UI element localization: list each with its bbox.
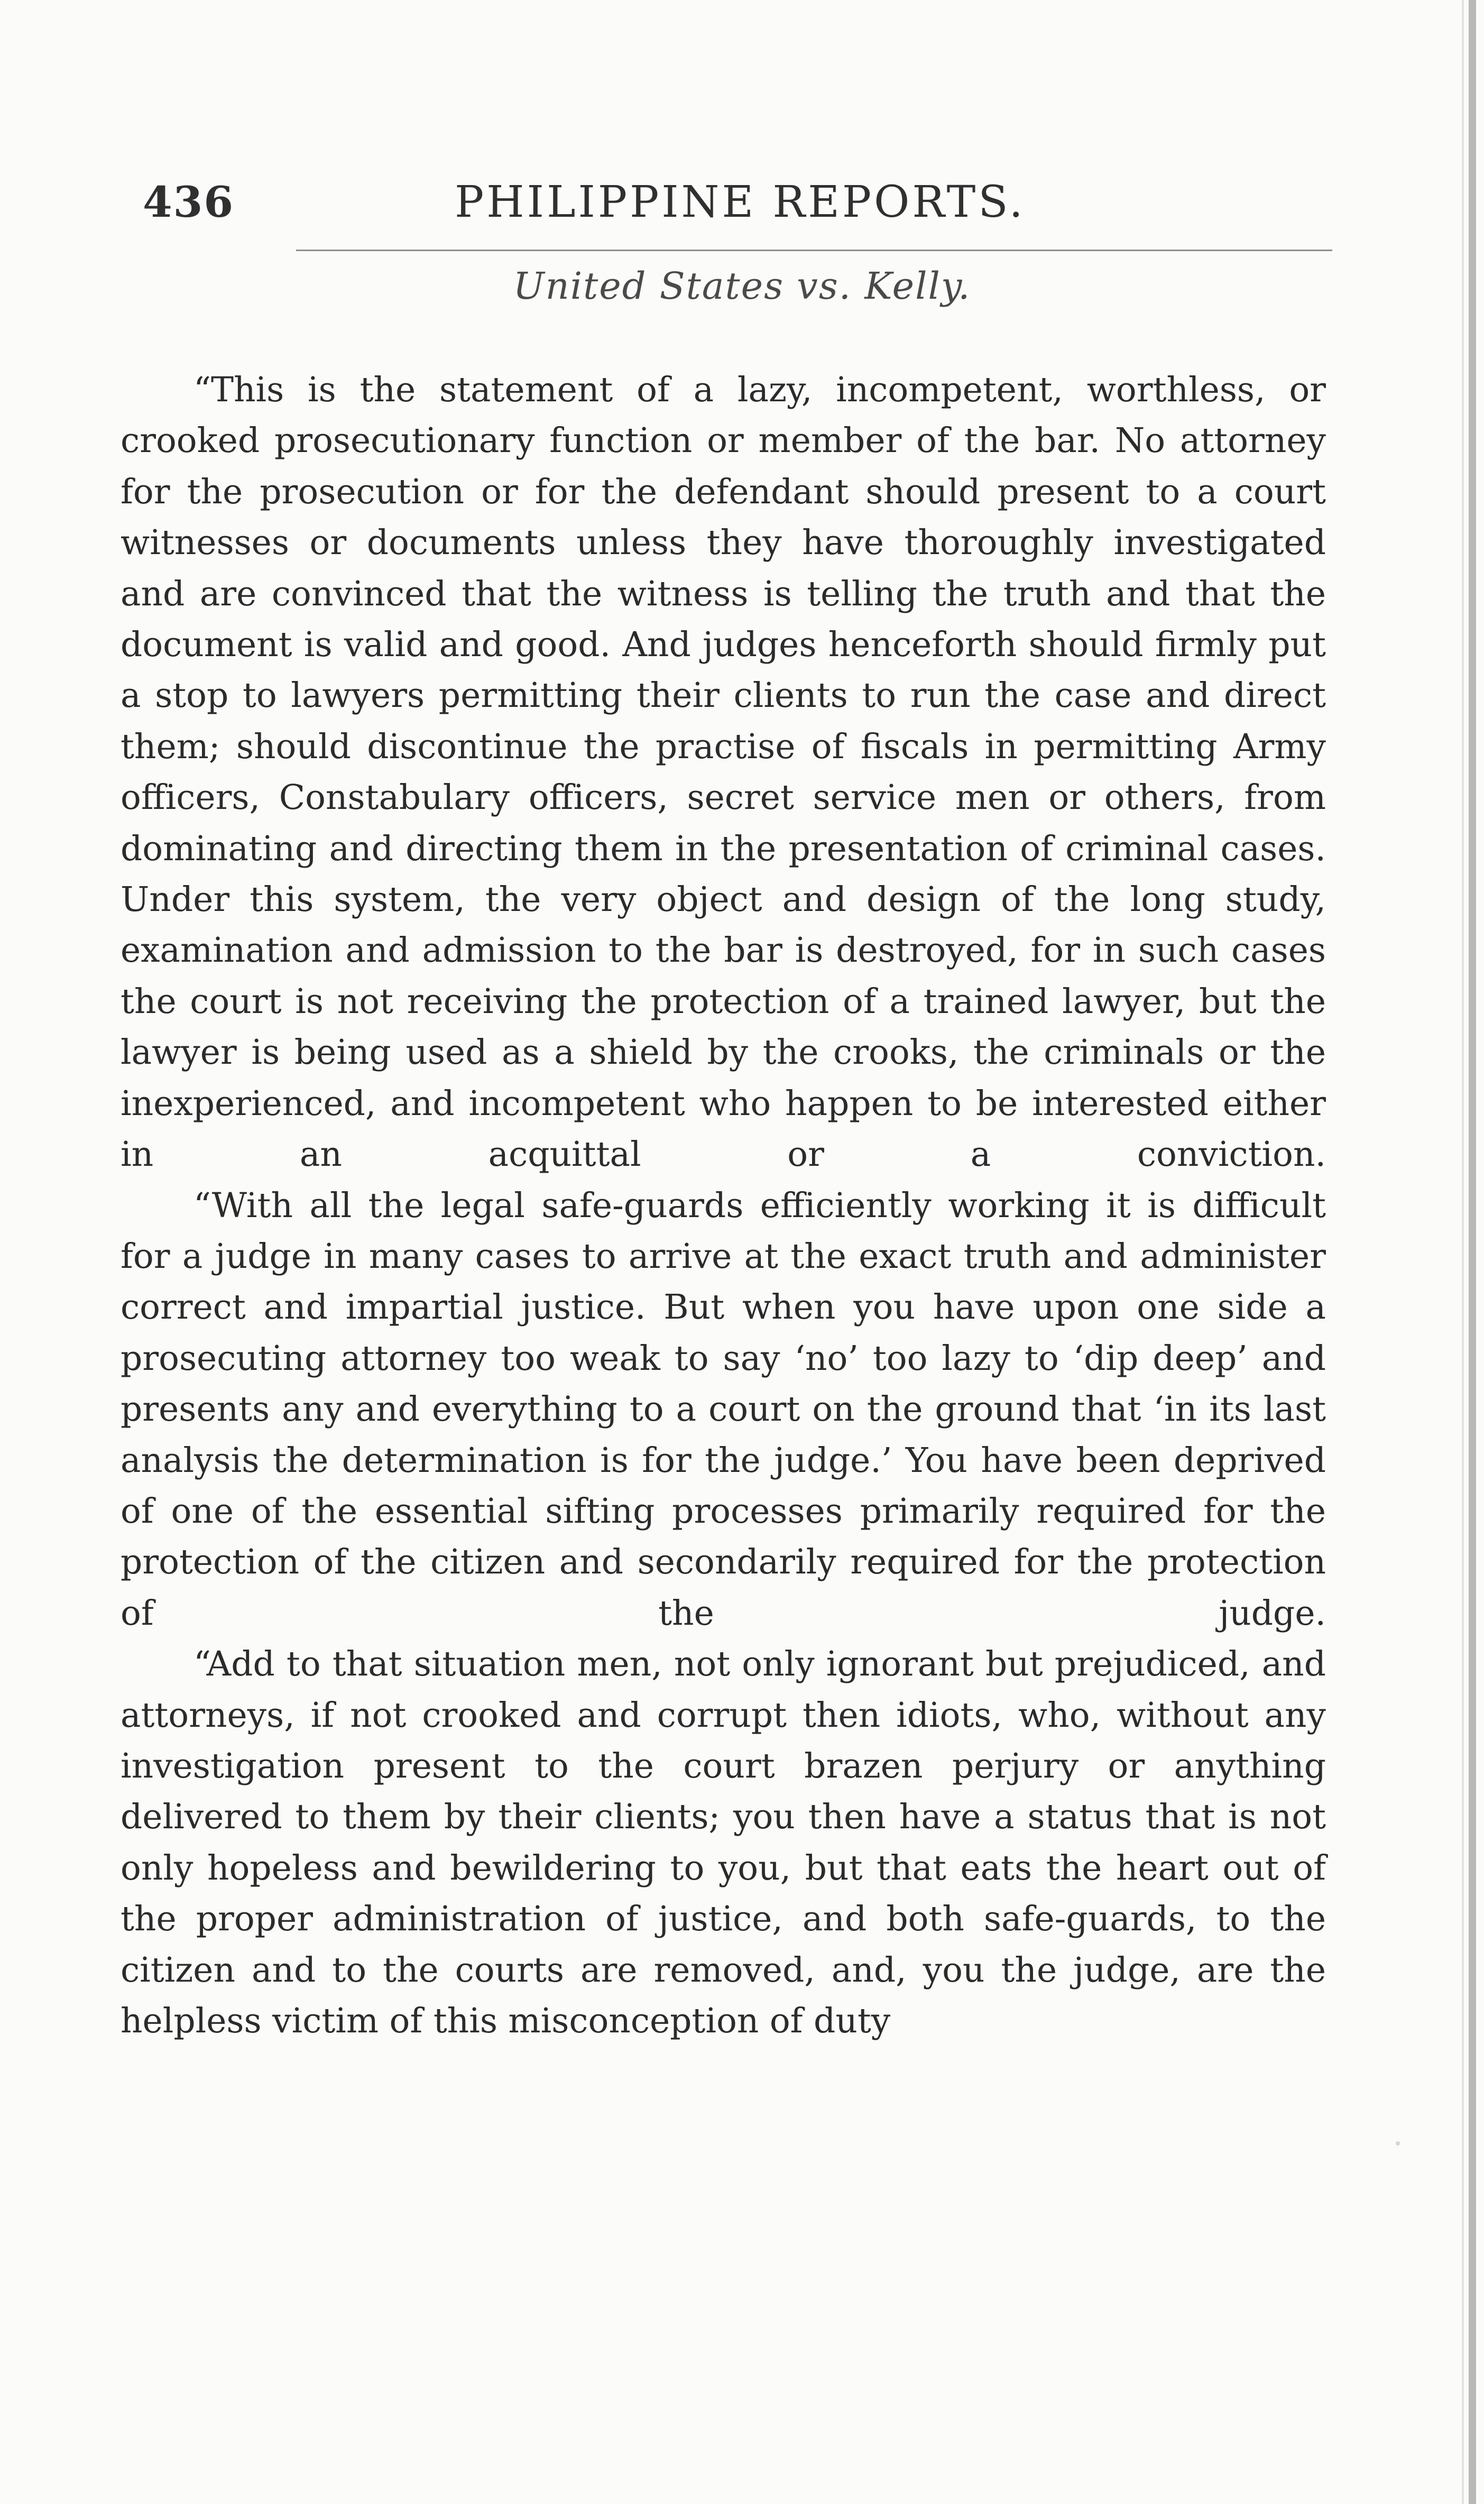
running-head: PHILIPPINE REPORTS. xyxy=(455,177,1026,227)
case-title: United States vs. Kelly. xyxy=(513,264,971,308)
paragraph-3: “Add to that situation men, not only ignorant but prejudiced, and attorneys, if not crooked and corrupt then idiots, who, without any investigation present to the court brazen perjury or anything delivered to them by their clients; you then have a status that is not only hopeless and bewildering to you, but that eats the heart out of the proper administration of justice, and both safe-guards, to the citizen and to the courts are removed, and, you the judge, are the helpless victim of this misconception of duty xyxy=(121,1644,1326,2041)
paragraph-1: “This is the statement of a lazy, incompetent, worthless, or crooked prosecutionary function or member of the bar. No attorney for the prosecution or for the defendant should present to a court witnesses or documents unless they have thoroughly investigated and are convinced that the witness is telling the truth and that the document is valid and good. And judges henceforth should firmly put a stop to lawyers permitting their clients to run the case and direct them; should discontinue the practise of fiscals in permitting Army officers, Constabulary officers, secret service men or others, from dominating and directing them in the presentation of criminal cases. Under this system, the very object and design of the long study, examination and admission to the bar is destroyed, for in such cases the court is not receiving the protection of a trained lawyer, but the lawyer is being used as a shield by the crooks, the criminals or the inexperienced, and incompetent who happen to be interested either in an acquittal or a conviction. xyxy=(121,370,1326,1175)
page-header xyxy=(143,177,1327,256)
header-rule xyxy=(296,250,1332,251)
body-text xyxy=(121,365,1326,2047)
scan-speck xyxy=(1396,2141,1400,2146)
binding-edge xyxy=(1469,0,1476,2504)
page-number: 436 xyxy=(143,177,234,227)
binding-shadow xyxy=(1462,0,1464,2504)
paragraph-2: “With all the legal safe-guards efficiently working it is difficult for a judge in many cases to arrive at the exact truth and administer correct and impartial justice. But when you have upon one side a prosecuting attorney too weak to say ‘no’ too lazy to ‘dip deep’ and presents any and everything to a court on the ground that ‘in its last analysis the determination is for the judge.’ You have been deprived of one of the essential sifting processes primarily required for the protection of the citizen and secondarily required for the protection of the judge. xyxy=(121,1185,1326,1633)
